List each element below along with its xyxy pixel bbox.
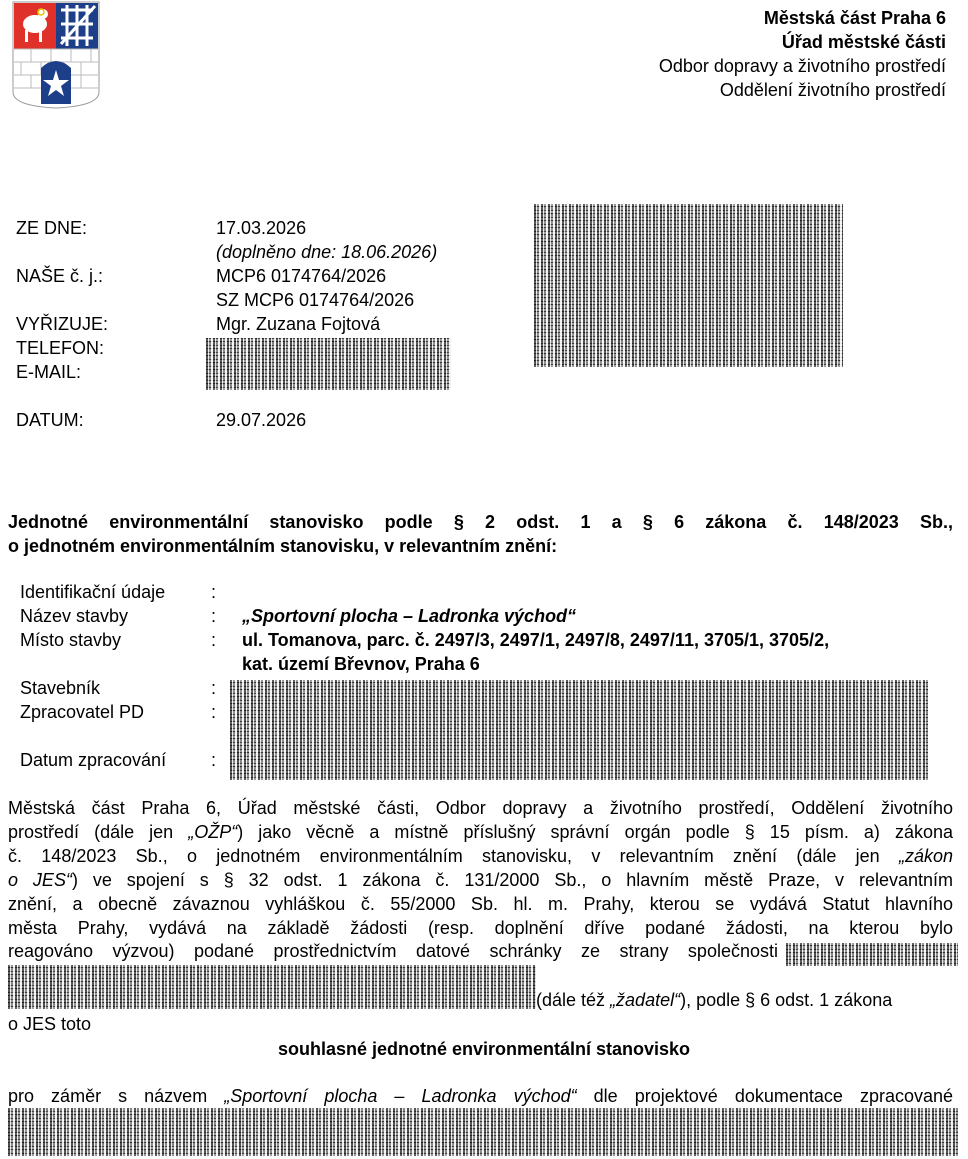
nazev-label: Název stavby: [20, 606, 129, 626]
header-office: Úřad městské části: [781, 32, 946, 52]
redacted-parties: [230, 680, 928, 780]
body-line-4: o JES“) ve spojení s § 32 odst. 1 zákona č. 131/2000 Sb., o hlavním městě Praze, v relevantním: [8, 870, 953, 890]
telefon-label: TELEFON:: [16, 338, 105, 358]
nase-cj-label: NAŠE č. j.:: [16, 266, 104, 286]
datum-label: DATUM:: [16, 410, 84, 430]
datum-zpracovani-label: Datum zpracování: [20, 750, 167, 770]
nazev-value: „Sportovní plocha – Ladronka východ“: [242, 606, 577, 626]
identifikacni-label: Identifikační údaje: [20, 582, 166, 602]
colon-nazev: :: [211, 606, 217, 626]
vyrizuje-label: VYŘIZUJE:: [16, 314, 109, 334]
misto-label: Místo stavby: [20, 630, 122, 650]
redacted-contact: [206, 338, 451, 390]
body-p2-line-1: pro záměr s názvem „Sportovní plocha – Ladronka východ“ dle projektové dokumentace zpracované: [8, 1086, 954, 1106]
heading-line-2: o jednotném environmentálním stanovisku, v relevantním znění:: [8, 536, 558, 556]
stavebnik-label: Stavebník: [20, 678, 101, 698]
body-line-6: města Prahy, vydává na základě žádosti (resp. doplnění dříve podané žádosti, na kterou bylo: [8, 918, 953, 938]
header-section: Oddělení životního prostředí: [719, 80, 946, 100]
coat-of-arms-logo: [11, 0, 101, 110]
ze-dne-value: 17.03.2026: [216, 218, 307, 238]
colon-zpracovatel: :: [211, 702, 217, 722]
misto-value-line-2: kat. území Břevnov, Praha 6: [242, 654, 480, 674]
body-line-9: o JES toto: [8, 1014, 92, 1034]
header-municipality: Městská část Praha 6: [763, 8, 946, 28]
body-line-1: Městská část Praha 6, Úřad městské části, Odbor dopravy a životního prostředí, Oddělení životního: [8, 798, 953, 818]
nase-cj-value: MCP6 0174764/2026: [216, 266, 387, 286]
redacted-recipient-address: [534, 204, 843, 367]
email-label: E-MAIL:: [16, 362, 82, 382]
body-line-3: č. 148/2023 Sb., o jednotném environmentálním stanovisku, v relevantním znění (dále jen „zákon: [8, 846, 953, 866]
header-department: Odbor dopravy a životního prostředí: [658, 56, 946, 76]
sz-cj-value: SZ MCP6 0174764/2026: [216, 290, 415, 310]
heading-line-1: Jednotné environmentální stanovisko podle § 2 odst. 1 a § 6 zákona č. 148/2023 Sb.,: [8, 512, 953, 532]
datum-value: 29.07.2026: [216, 410, 307, 430]
colon-datum-zpracovani: :: [211, 750, 217, 770]
misto-value-line-1: ul. Tomanova, parc. č. 2497/3, 2497/1, 2497/8, 2497/11, 3705/1, 3705/2,: [242, 630, 830, 650]
body-line-8: (dále též „žadatel“), podle § 6 odst. 1 zákona: [536, 990, 893, 1010]
redacted-applicant-details: [8, 965, 536, 1009]
vyrizuje-value: Mgr. Zuzana Fojtová: [216, 314, 381, 334]
doplneno-value: (doplněno dne: 18.06.2026): [216, 242, 438, 262]
ze-dne-label: ZE DNE:: [16, 218, 88, 238]
body-line-5: znění, a obecně závaznou vyhláškou č. 55/2000 Sb. hl. m. Prahy, kterou se vydává Statut hlavního: [8, 894, 953, 914]
colon-misto: :: [211, 630, 217, 650]
body-line-2: prostředí (dále jen „OŽP“) jako věcně a místně příslušný správní orgán podle § 15 písm. a) zákona: [8, 822, 953, 842]
colon-stavebnik: :: [211, 678, 217, 698]
decision-title: souhlasné jednotné environmentální stanovisko: [277, 1039, 691, 1059]
redacted-project-author: [8, 1108, 958, 1156]
zpracovatel-label: Zpracovatel PD: [20, 702, 145, 722]
redacted-applicant-name: [786, 943, 958, 966]
body-line-7: reagováno výzvou) podané prostřednictvím datové schránky ze strany společnosti: [8, 941, 778, 961]
colon-identifikacni: :: [211, 582, 217, 602]
